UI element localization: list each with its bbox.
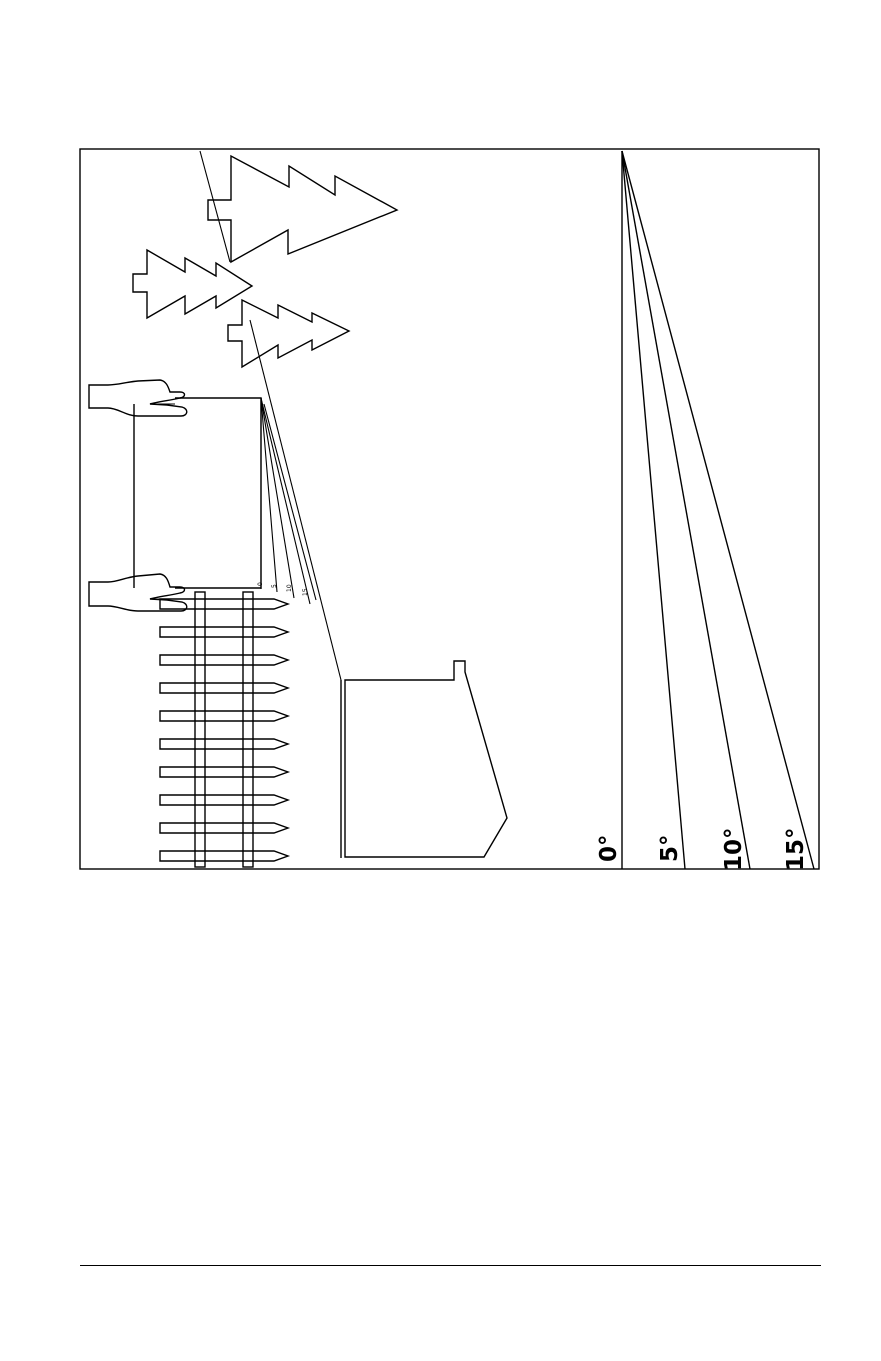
- fence: [160, 592, 288, 867]
- angle-label-10: 10°: [721, 827, 747, 871]
- fence-picket: [160, 599, 288, 609]
- fence-picket: [160, 767, 288, 777]
- fence-picket: [160, 683, 288, 693]
- angle-guide: [596, 151, 814, 871]
- angle-label-5: 5°: [657, 834, 683, 862]
- fence-picket: [160, 655, 288, 665]
- paper-label-10: 10: [286, 584, 293, 592]
- paper-label-0: 0: [257, 582, 264, 586]
- fence-picket: [160, 739, 288, 749]
- angle-label-0: 0°: [596, 834, 622, 862]
- paper-sheet: [134, 398, 316, 604]
- tree-large: [208, 156, 397, 262]
- tree-right: [228, 300, 349, 367]
- fence-picket: [160, 851, 288, 861]
- angle-line-15: [622, 151, 814, 869]
- fence-picket: [160, 627, 288, 637]
- fence-rail-top: [195, 592, 205, 867]
- angle-line-10: [622, 151, 750, 869]
- fence-rail-bottom: [243, 592, 253, 867]
- diagram-frame: [80, 149, 819, 869]
- house: [341, 661, 507, 858]
- angle-label-15: 15°: [783, 827, 809, 871]
- hand-bottom: [89, 574, 187, 611]
- paper-label-15: 15: [302, 588, 309, 596]
- paper-label-5: 5: [271, 584, 278, 588]
- angle-line-5: [622, 151, 685, 869]
- fence-picket: [160, 711, 288, 721]
- sight-line-lower: [250, 320, 341, 680]
- hand-top: [89, 380, 187, 416]
- footer-rule: [80, 1265, 821, 1266]
- fence-picket: [160, 823, 288, 833]
- sight-line-upper: [200, 151, 230, 262]
- fence-picket: [160, 795, 288, 805]
